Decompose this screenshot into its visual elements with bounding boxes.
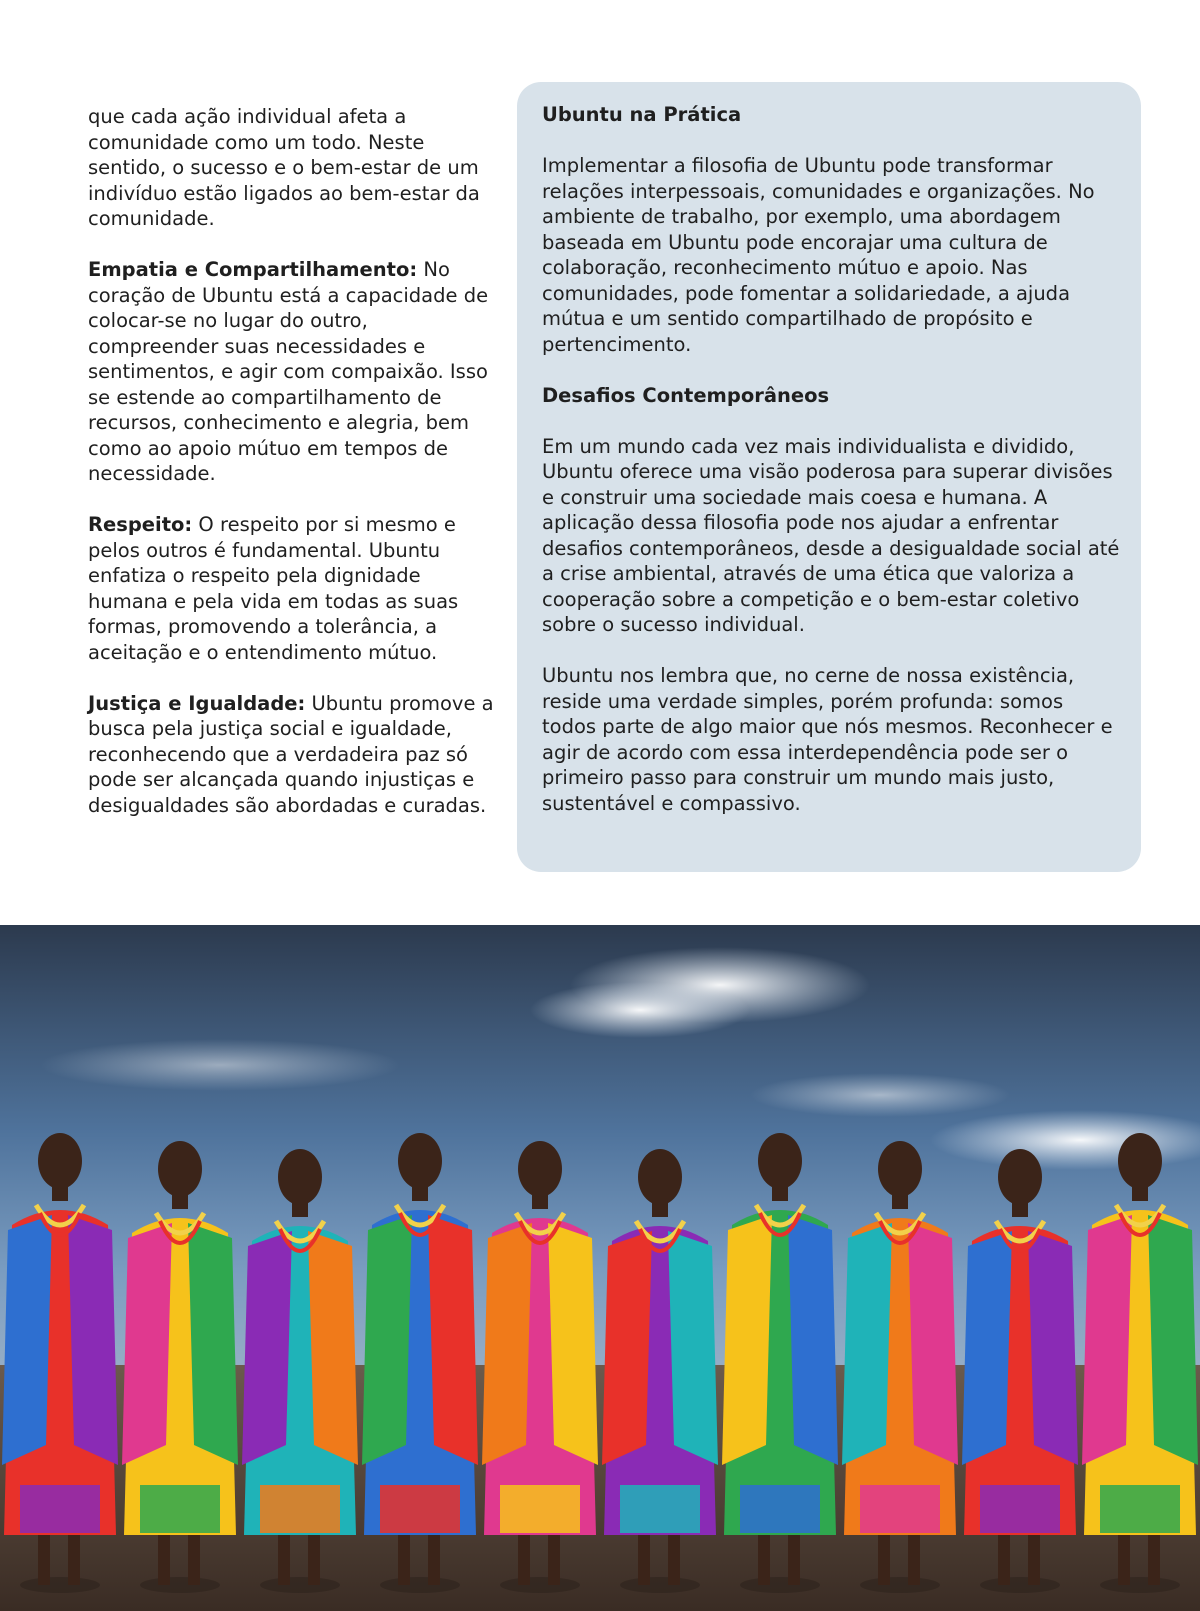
figure-shadow — [860, 1577, 940, 1593]
figure-skirt — [860, 1485, 940, 1533]
figure-skirt — [620, 1485, 700, 1533]
justice-text: Ubuntu promove a busca pela justiça social e igualdade, reconhecendo que a verdadeira paz só pode ser alcançada quando injustiças e desigualdades são abordadas e curadas. — [88, 691, 494, 817]
practice-paragraph: Implementar a filosofia de Ubuntu pode transformar relações interpessoais, comunidades e organizações. No ambiente de trabalho, por exemplo, uma abordagem baseada em Ubuntu pode encorajar uma cultura de colaboração, reconhecimento mútuo e apoio. Nas comunidades, pode fomentar a solidariedade, a ajuda mútua e um sentido compartilhado de propósito e pertencimento. — [542, 154, 1095, 356]
intro-paragraph: que cada ação individual afeta a comunidade como um todo. Neste sentido, o sucesso e o bem-estar de um indivíduo estão ligados ao bem-estar da comunidade. — [88, 105, 480, 230]
figure-skirt — [380, 1485, 460, 1533]
figure-shawl — [482, 1223, 532, 1465]
challenges-paragraph: Em um mundo cada vez mais individualista e dividido, Ubuntu oferece uma visão poderosa para superar divisões e construir uma sociedade mais coesa e humana. A aplicação dessa filosofia pode nos ajudar a enfrentar desafios contemporâneos, desde a desigualdade social até a crise ambiental, através de uma ética que valoriza a cooperação sobre a competição e o bem-estar coletivo sobre o sucesso individual. — [542, 434, 1120, 636]
figure-skirt — [140, 1485, 220, 1533]
figure-shadow — [260, 1577, 340, 1593]
justice-paragraph — [88, 691, 500, 819]
figure-head — [878, 1141, 922, 1197]
maasai-women-photo — [0, 925, 1200, 1611]
figure-skirt — [740, 1485, 820, 1533]
sidebar-box — [517, 82, 1141, 872]
figure-shawl — [1148, 1215, 1198, 1465]
figure-shawl — [308, 1231, 358, 1465]
figure-shadow — [500, 1577, 580, 1593]
figure-shawl — [842, 1223, 892, 1465]
figure-head — [38, 1133, 82, 1189]
figure-shawl — [2, 1215, 52, 1465]
challenges-heading: Desafios Contemporâneos — [542, 383, 830, 407]
figure-shawl — [788, 1215, 838, 1465]
respect-heading: Respeito: — [88, 513, 193, 536]
respect-text: O respeito por si mesmo e pelos outros é fundamental. Ubuntu enfatiza o respeito pela dignidade humana e pela vida em todas as suas formas, promovendo a tolerância, a aceitação e o entendimento mútuo. — [88, 513, 459, 664]
empathy-paragraph — [88, 257, 500, 487]
figure-head — [518, 1141, 562, 1197]
figure-shawl — [668, 1231, 718, 1465]
figure-shawl — [122, 1223, 172, 1465]
cloud — [40, 1039, 400, 1091]
figure-skirt — [980, 1485, 1060, 1533]
figure-shadow — [1100, 1577, 1180, 1593]
figure-skirt — [260, 1485, 340, 1533]
figure-shawl — [68, 1215, 118, 1465]
figure-skirt — [500, 1485, 580, 1533]
figure-head — [758, 1133, 802, 1189]
empathy-text: No coração de Ubuntu está a capacidade de colocar-se no lugar do outro, compreender suas necessidades e sentimentos, e agir com compaixão. Isso se estende ao compartilhamento de recursos, conhecimento e alegria, bem como ao apoio mútuo em tempos de necessidade. — [88, 258, 489, 485]
figure-skirt — [1100, 1485, 1180, 1533]
cloud — [530, 982, 750, 1038]
figure-shawl — [242, 1231, 292, 1465]
closing-paragraph: Ubuntu nos lembra que, no cerne de nossa existência, reside uma verdade simples, porém profunda: somos todos parte de algo maior que nós mesmos. Reconhecer e agir de acordo com essa interdependência pode ser o primeiro passo para construir um mundo mais justo, sustentável e compassivo. — [542, 664, 1113, 815]
figure-shadow — [740, 1577, 820, 1593]
empathy-heading: Empatia e Compartilhamento: — [88, 258, 418, 281]
figure-shadow — [980, 1577, 1060, 1593]
left-column — [88, 104, 500, 844]
figure-shawl — [1082, 1215, 1132, 1465]
figure-head — [1118, 1133, 1162, 1189]
figure-head — [158, 1141, 202, 1197]
figure-skirt — [20, 1485, 100, 1533]
figure-shawl — [428, 1215, 478, 1465]
figure-shadow — [380, 1577, 460, 1593]
figure-head — [398, 1133, 442, 1189]
figure-head — [278, 1149, 322, 1205]
justice-heading: Justiça e Igualdade: — [88, 691, 306, 715]
figure-shadow — [20, 1577, 100, 1593]
figure-shawl — [602, 1231, 652, 1465]
figure-shadow — [620, 1577, 700, 1593]
figure-shawl — [362, 1215, 412, 1465]
figure-shawl — [1028, 1231, 1078, 1465]
practice-heading: Ubuntu na Prática — [542, 103, 742, 126]
figure-head — [638, 1149, 682, 1205]
figure-shawl — [188, 1223, 238, 1465]
figure-shawl — [908, 1223, 958, 1465]
figure-head — [998, 1149, 1042, 1205]
respect-paragraph — [88, 512, 500, 665]
figure-shawl — [548, 1223, 598, 1465]
figure-shawl — [962, 1231, 1012, 1465]
figure-shawl — [722, 1215, 772, 1465]
figure-shadow — [140, 1577, 220, 1593]
cloud — [750, 1073, 1010, 1117]
